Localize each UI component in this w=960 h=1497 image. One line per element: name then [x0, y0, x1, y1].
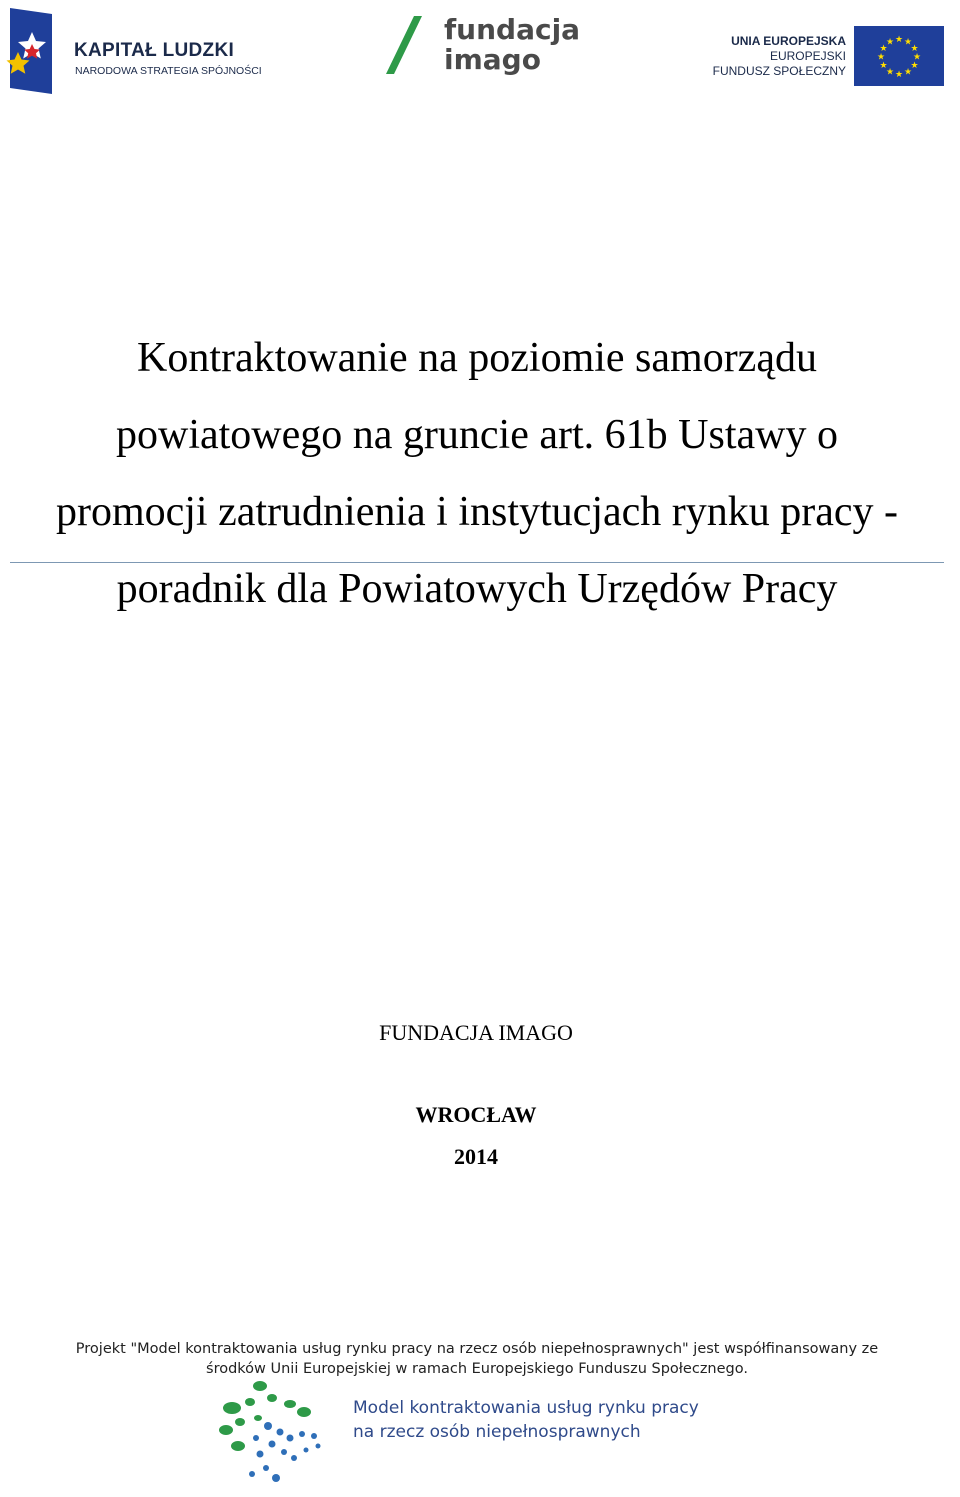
project-logo-line-1: Model kontraktowania usług rynku pracy	[353, 1398, 699, 1418]
slash-mark-icon	[384, 14, 424, 76]
svg-text:★: ★	[885, 37, 895, 48]
eu-fund-label-1: EUROPEJSKI	[769, 49, 846, 63]
svg-text:★: ★	[903, 37, 913, 48]
svg-text:★: ★	[879, 44, 888, 54]
svg-text:★: ★	[910, 44, 919, 54]
publisher-city: WROCŁAW	[415, 1102, 537, 1127]
project-logo	[210, 1374, 730, 1492]
eu-flag-icon	[854, 26, 944, 86]
imago-word: imago	[444, 43, 541, 76]
svg-text:★: ★	[885, 67, 895, 78]
kapital-ludzki-subtitle: NARODOWA STRATEGIA SPÓJNOŚCI	[75, 65, 262, 77]
title-line-1: Kontraktowanie na poziomie samorządu	[137, 335, 817, 381]
document-title	[10, 320, 944, 628]
title-line-2: powiatowego na gruncie art. 61b Ustawy o	[116, 412, 838, 458]
publication-year: 2014	[454, 1144, 498, 1169]
fundacja-imago-logo	[384, 14, 584, 84]
fundacja-word: fundacja	[444, 13, 581, 46]
eu-union-label: UNIA EUROPEJSKA	[731, 34, 846, 48]
kapital-ludzki-emblem-icon	[2, 6, 58, 94]
svg-text:★: ★	[894, 70, 904, 80]
svg-text:★: ★	[894, 35, 904, 45]
svg-text:★: ★	[879, 61, 888, 71]
kapital-ludzki-logo	[2, 6, 272, 94]
footnote-line-1: Projekt "Model kontraktowania usług rynku pracy na rzecz osób niepełnosprawnych" jest współfinansowany ze	[75, 1341, 879, 1357]
svg-text:★: ★	[912, 52, 922, 63]
eu-logo	[712, 24, 946, 88]
dandelion-seeds-icon	[210, 1374, 330, 1492]
title-line-4: poradnik dla Powiatowych Urzędów Pracy	[116, 566, 838, 612]
project-logo-line-2: na rzecz osób niepełnosprawnych	[353, 1422, 641, 1442]
title-divider	[10, 562, 944, 563]
svg-text:★: ★	[876, 52, 886, 63]
svg-text:★: ★	[910, 61, 919, 71]
funding-footnote	[10, 1339, 944, 1379]
eu-fund-label-2: FUNDUSZ SPOŁECZNY	[712, 64, 846, 78]
svg-text:★: ★	[903, 67, 913, 78]
footnote-line-2: środków Unii Europejskiej w ramach Europejskiego Funduszu Społecznego.	[206, 1361, 748, 1377]
title-line-3: promocji zatrudnienia i instytucjach rynku pracy -	[55, 489, 899, 535]
publisher-organization: FUNDACJA IMAGO	[379, 1020, 573, 1045]
kapital-ludzki-name: KAPITAŁ LUDZKI	[74, 40, 235, 61]
